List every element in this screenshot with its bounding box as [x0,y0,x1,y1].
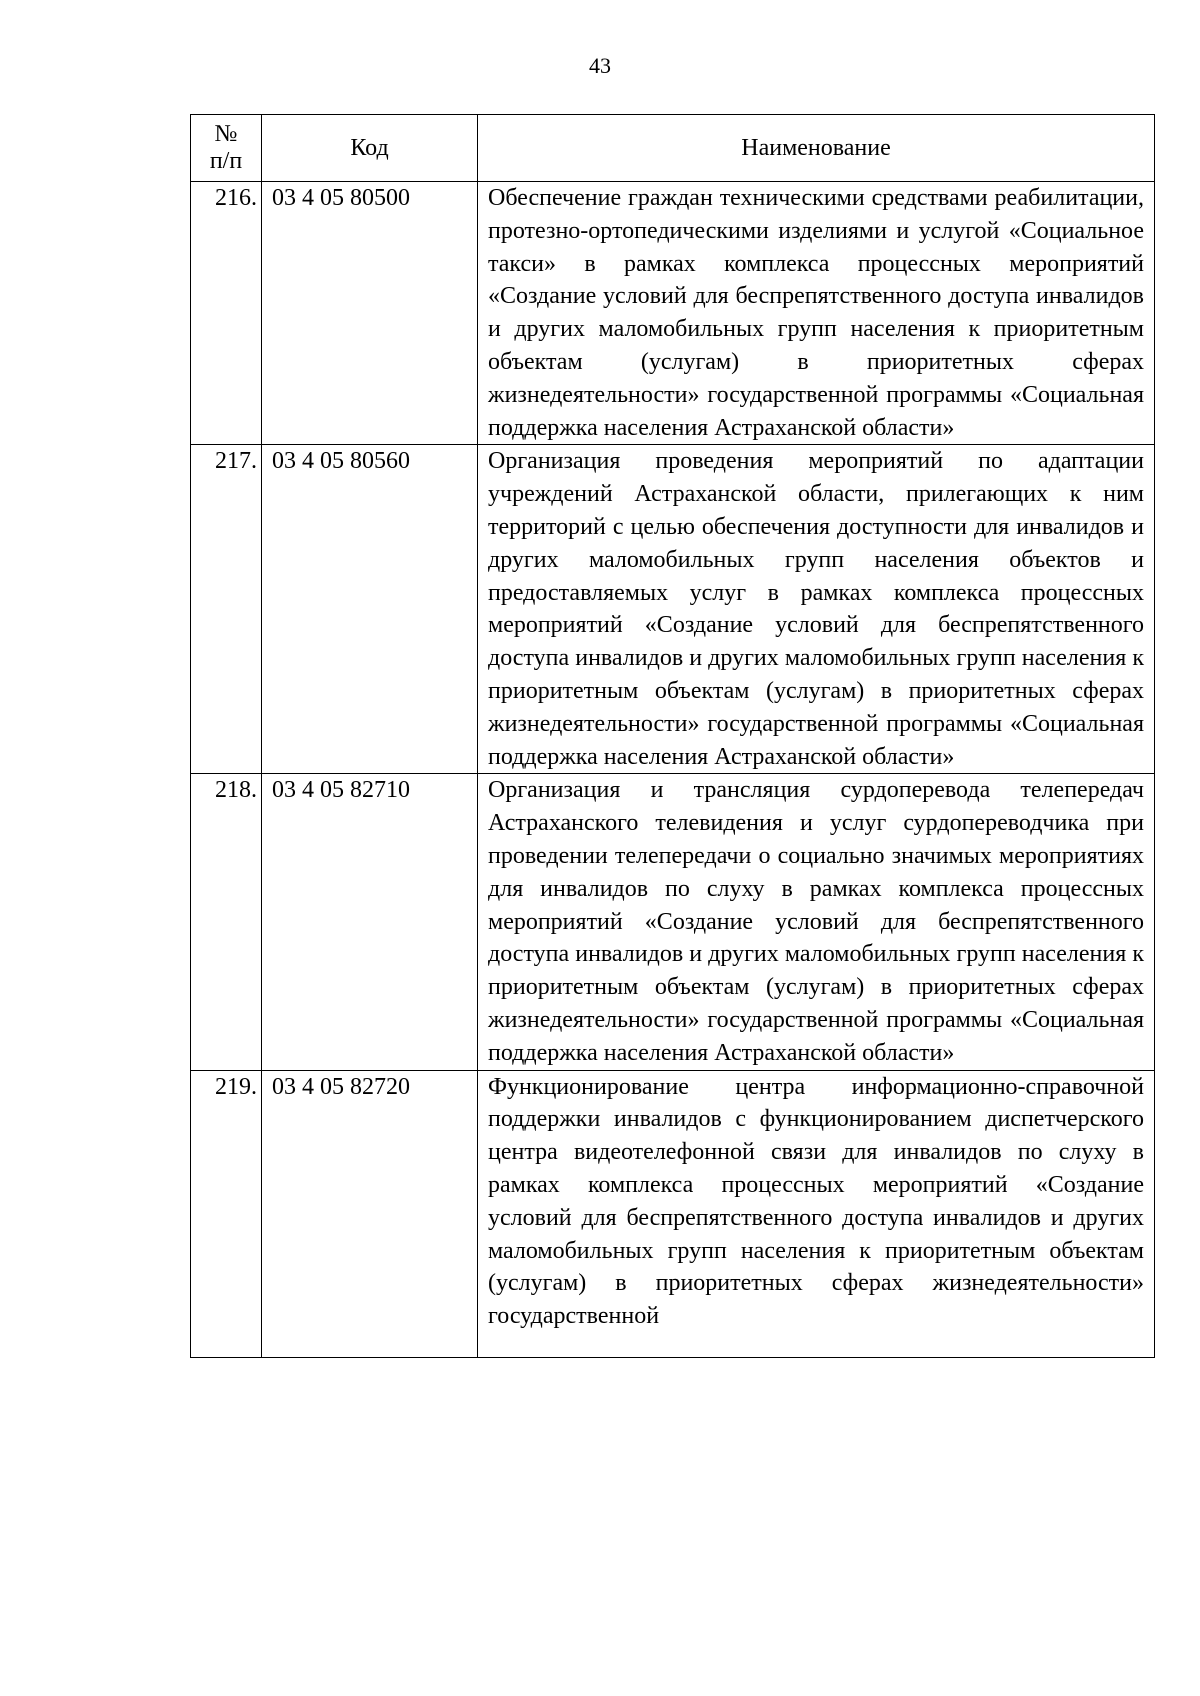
page-number: 43 [589,53,611,78]
row-code: 03 4 05 80560 [262,445,478,774]
header-number [191,115,262,182]
table-row [191,182,1155,445]
row-code: 03 4 05 82720 [262,1070,478,1357]
header-code: Код [262,115,478,182]
table-row [191,1070,1155,1357]
row-name: Обеспечение граждан техническими средствами реабилитации, протезно-ортопедическими изделиями и услугой «Социальное такси» в рамках комплекса процессных мероприятий «Создание условий для беспрепятственного доступа инвалидов и других маломобильных групп населения к приоритетным объектам (услугам) в приоритетных сферах жизнедеятельности» государственной программы «Социальная поддержка населения Астраханской области» [478,182,1155,445]
header-number-symbol: № [214,121,238,147]
table-header-row [191,115,1155,182]
header-number-label: п/п [209,148,243,174]
row-name: Функционирование центра информационно-справочной поддержки инвалидов с функционированием диспетчерского центра видеотелефонной связи для инвалидов по слуху в рамках комплекса процессных мероприятий «Создание условий для беспрепятственного доступа инвалидов и других маломобильных групп населения к приоритетным объектам (услугам) в приоритетных сферах жизнедеятельности» государственной [488,1073,1144,1330]
row-code: 03 4 05 82710 [262,774,478,1070]
row-name: Организация и трансляция сурдоперевода телепередач Астраханского телевидения и услуг сурдопереводчика при проведении телепередачи о социально значимых мероприятиях для инвалидов по слуху в рамках комплекса процессных мероприятий «Создание условий для беспрепятственного доступа инвалидов и других маломобильных групп населения к приоритетным объектам (услугам) в приоритетных сферах жизнедеятельности» государственной программы «Социальная поддержка населения Астраханской области» [478,774,1155,1070]
row-number: 218. [191,774,262,1070]
row-name: Организация проведения мероприятий по адаптации учреждений Астраханской области, прилегающих к ним территорий с целью обеспечения доступности для инвалидов и других маломобильных групп населения объектов и предоставляемых услуг в рамках комплекса процессных мероприятий «Создание условий для беспрепятственного доступа инвалидов и других маломобильных групп населения к приоритетным объектам (услугам) в приоритетных сферах жизнедеятельности» государственной программы «Социальная поддержка населения Астраханской области» [478,445,1155,774]
row-name-cell [478,1070,1155,1357]
row-number: 217. [191,445,262,774]
budget-codes-table [190,114,1155,1358]
table-row [191,445,1155,774]
header-name: Наименование [478,115,1155,182]
row-number: 216. [191,182,262,445]
row-code: 03 4 05 80500 [262,182,478,445]
row-number: 219. [191,1070,262,1357]
table-row [191,774,1155,1070]
